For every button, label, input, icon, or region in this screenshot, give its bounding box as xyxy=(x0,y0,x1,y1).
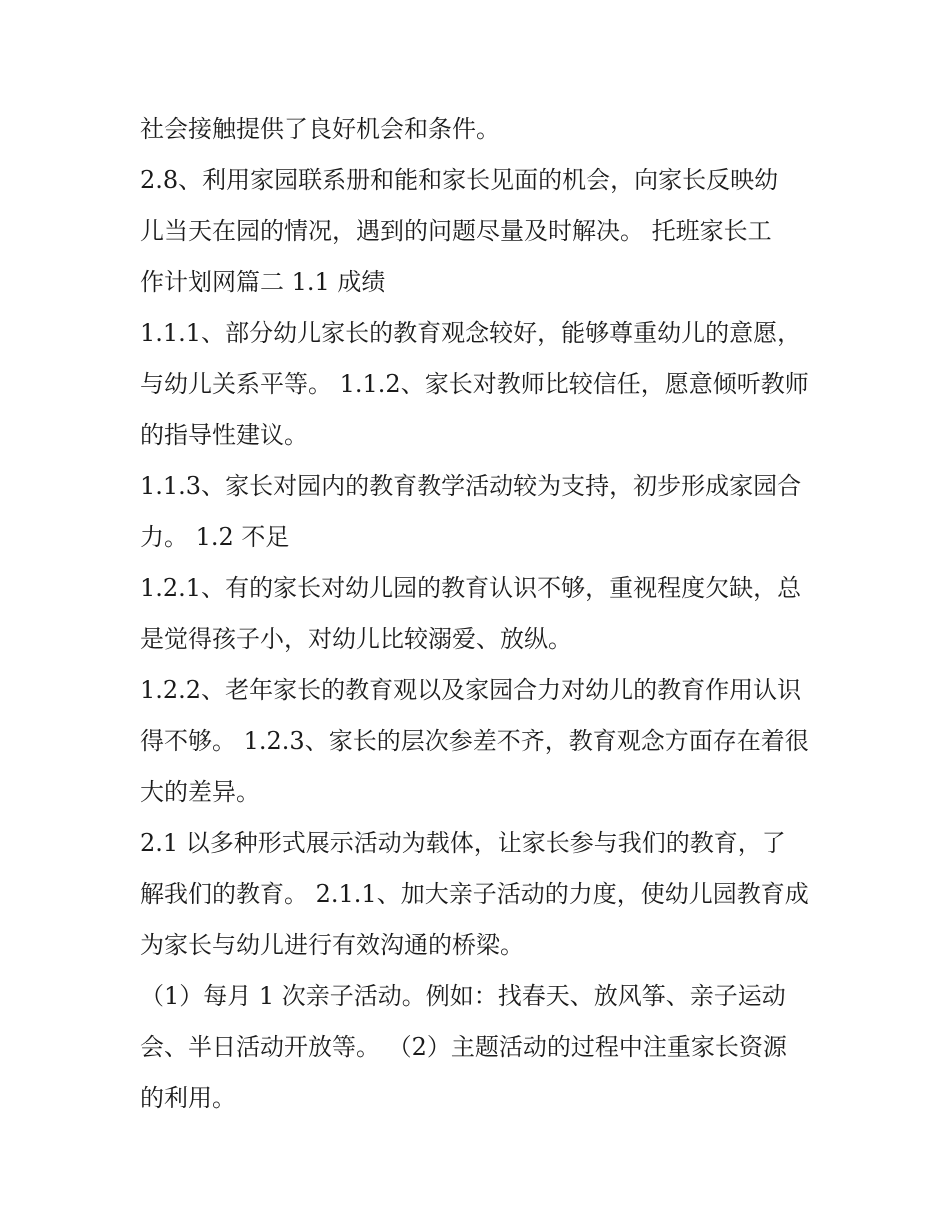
text-line: 社会接触提供了良好机会和条件。 xyxy=(140,115,500,143)
text-line: 得不够。 1.2.3、家长的层次参差不齐，教育观念方面存在着很 xyxy=(140,727,809,755)
text-line: 2.1 以多种形式展示活动为载体，让家长参与我们的教育，了 xyxy=(140,829,786,857)
text-line: 会、半日活动开放等。 （2）主题活动的过程中注重家长资源 xyxy=(140,1033,787,1061)
text-line: 1.2.2、老年家长的教育观以及家园合力对幼儿的教育作用认识 xyxy=(140,676,802,704)
text-line: 儿当天在园的情况，遇到的问题尽量及时解决。 托班家长工 xyxy=(140,217,772,245)
text-line: 力。 1.2 不足 xyxy=(140,523,290,551)
text-line: 为家长与幼儿进行有效沟通的桥梁。 xyxy=(140,931,524,959)
text-line: 的利用。 xyxy=(140,1084,236,1112)
text-line: 1.1.1、部分幼儿家长的教育观念较好，能够尊重幼儿的意愿， xyxy=(140,319,802,347)
text-line: （1）每月 1 次亲子活动。例如：找春天、放风筝、亲子运动 xyxy=(140,982,786,1010)
text-line: 作计划网篇二 1.1 成绩 xyxy=(140,268,386,296)
text-line: 1.2.1、有的家长对幼儿园的教育认识不够，重视程度欠缺，总 xyxy=(140,574,802,602)
text-line: 的指导性建议。 xyxy=(140,421,308,449)
text-line: 大的差异。 xyxy=(140,778,260,806)
text-line: 与幼儿关系平等。 1.1.2、家长对教师比较信任，愿意倾听教师 xyxy=(140,370,809,398)
document-body xyxy=(140,104,820,1124)
text-line: 2.8、利用家园联系册和能和家长见面的机会，向家长反映幼 xyxy=(140,166,779,194)
text-line: 解我们的教育。 2.1.1、加大亲子活动的力度，使幼儿园教育成 xyxy=(140,880,809,908)
text-line: 1.1.3、家长对园内的教育教学活动较为支持，初步形成家园合 xyxy=(140,472,802,500)
text-line: 是觉得孩子小，对幼儿比较溺爱、放纵。 xyxy=(140,625,572,653)
